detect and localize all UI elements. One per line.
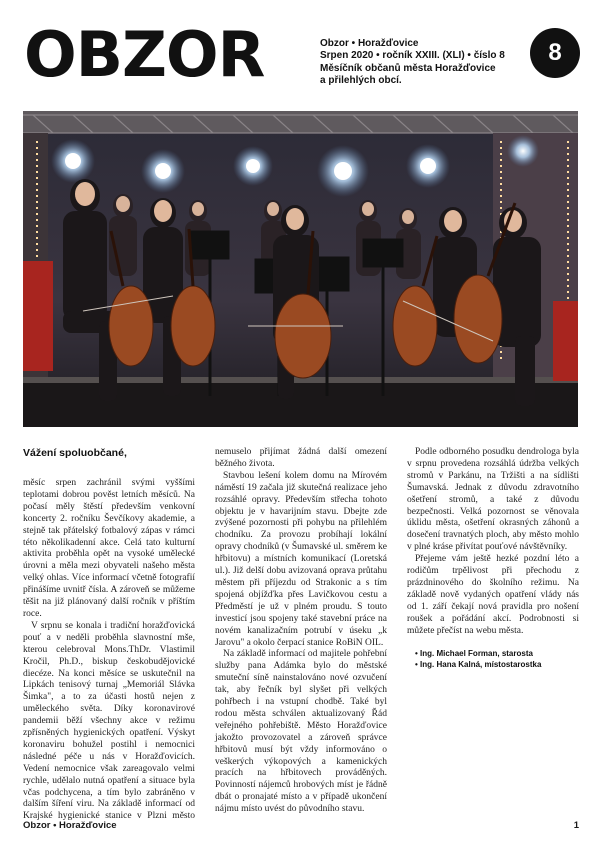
article-paragraph: Podle odborného posudku dendrologa byla v srpnu provedena rozsáhlá údržba velkých stromů v Parkánu, na Tržišti a na sídlišti Šumavská. Jednak z důvodu zdravotního ošetření stromů, a také z důvodu bezpečnosti. Velká pozornost se věnovala úklidu města, ošetření okrasných záhonů a dosečení travnatých ploch, aby město mohlo v plné kráse přivítat pouťové návštěvníky.	[407, 447, 579, 553]
page-number: 1	[573, 820, 579, 831]
editorial-article	[23, 447, 579, 827]
orchestra-photo-illustration	[23, 111, 578, 427]
article-paragraph: Na základě informací od majitele pohřební služby pana Adámka bylo do městské smuteční síně nainstalováno nové ozvučení tak, aby řečník byl slyšet při velkých pohřbech i na vstupní chodbě. Také byl rodou města schválen aktualizovaný Řád veřejného pohřebiště. Město Horažďovice jakožto provozovatel a zároveň správce hřbitovů musí být vždy informováno o veškerých výkopových a kamenických pracích na hřbitovech prováděných. Povinností nájemců hrobových míst je řádně dbát o pronajaté místo a v případě ukončení nájmu místo uvést do původního stavu.	[215, 649, 387, 815]
masthead	[24, 18, 580, 91]
article-paragraph: Stavbou lešení kolem domu na Mírovém náměstí 19 začala již skutečná realizace jeho rozsáhlé opravy. Především střecha tohoto objektu je v havarijním stavu. Dbejte zde zvýšené pozornosti při pohybu na přilehlém chodníku. Za provozu probíhají lokální opravy chodníků (v Šumavské ul. směrem ke hřbitovu) a místních komunikací (Loretská ul.). Již delší dobu avizovaná oprava průtahu městem při příjezdu od Strakonic a s tím spojená objížďka přes Lavičkovou cestu a Předměstí je už v plném proudu. S touto investicí jsou spojeny také stavební práce na novém kanalizačním potrubí v úseku „k Jarovu" a okolo čerpací stanice RoBiN OIL.	[215, 470, 387, 648]
page-footer	[23, 820, 579, 834]
footer-title: Obzor • Horažďovice	[23, 820, 117, 831]
article-paragraph: Přejeme vám ještě hezké pozdní léto a rodičům trpělivost při přechodu z prázdninového do školního režimu. Na základě nově vydaných opatření vlády nás od 1. září čekají nová pravidla pro nošení roušek a pořádání akcí. Podrobnosti si můžete přečíst na webu města.	[407, 554, 579, 636]
signature-line: • Ing. Hana Kalná, místostarostka	[415, 659, 579, 670]
issue-info-line: Srpen 2020 • ročník XXIII. (XLI) • číslo 8	[320, 50, 505, 62]
article-paragraph: V srpnu se konala i tradiční horažďovická pouť a v neděli proběhla slavnostní mše, kterou celebroval Mons.ThDr. Vlastimil Kročil, Ph.D., biskup českobudějovické diecéze. Na konci měsíce se uskutečnil na Lipkách tenisový turnaj „Memoriál Slávka Šimka", a to za účasti hostů nejen z uměleckého světa. Díky koronavirové pandemii běží všechny akce v režimu zpřísněných hygienických opatření. Výskyt koronaviru bohužel postihl i nemocnici následné péče u nás v Horažďovicích. Vedení nemocnice však zareagovalo velmi rychle, udělalo nutná opatření a situace byla včas podchycena, a tím bylo zabráněno v dalším šíření viru. Na základě informací od Krajské hygienické stanice v Plzni město nemuselo přijímat žádná další omezení běžného života.	[23, 447, 387, 822]
cover-photo	[23, 111, 578, 427]
issue-info-line: Měsíčník občanů města Horažďovice	[320, 62, 496, 74]
issue-info-line: a přilehlých obcí.	[320, 75, 402, 87]
issue-info-line: Obzor • Horažďovice	[320, 38, 419, 49]
article-paragraph: měsíc srpen zachránil svými vyššími teplotami dobrou pověst letních měsíců. Na počasí měly štěstí především venkovní koncerty 2. ročníku Ševčíkovy akademie, a stejně tak přátelský fotbalový zápas v rámci této několikadenní akce. Celá tato kulturní aktivita proběhla opět na vysoké umělecké úrovni a měla mezi obyvateli našeho města velký ohlas. Více informací včetně fotografií přinášíme uvnitř čísla. A zároveň se můžeme těšit na již plánovaný další ročník v příštím roce.	[23, 478, 195, 619]
issue-number-badge: 8	[530, 28, 580, 78]
article-signature	[407, 648, 579, 670]
signature-line: • Ing. Michael Forman, starosta	[415, 648, 579, 659]
newspaper-logo: OBZOR	[24, 18, 265, 91]
article-salutation: Vážení spoluobčané,	[23, 447, 127, 459]
issue-info	[320, 38, 505, 88]
